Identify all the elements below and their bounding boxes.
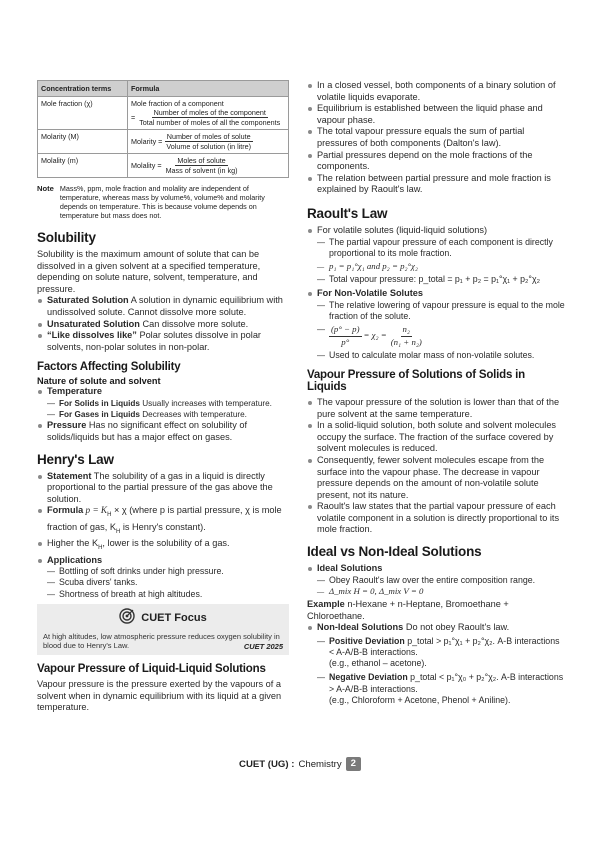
vp-solids-list (307, 397, 565, 536)
list-item: — Δ_mix H = 0, Δ_mix V = 0 (317, 586, 565, 597)
factors-list (37, 386, 289, 443)
list-item: Unsaturated Solution Can dissolve more solute. (37, 319, 289, 331)
list-item: Saturated Solution A solution in dynamic equilibrium with undissolved solute. Cannot dissolve more solute. (37, 295, 289, 318)
left-column (37, 80, 289, 714)
list-item: — The relative lowering of vapour pressure is equal to the mole fraction of the solute. (317, 300, 565, 322)
fraction (164, 132, 253, 151)
fraction (164, 156, 240, 175)
note (37, 184, 289, 220)
list-item: — p₁ = p₁°χ₁ and p₂ = p₂°χ₂ (317, 261, 565, 272)
fraction-denominator: Volume of solution (in litre) (166, 142, 252, 151)
footer-brand: CUET (UG) : (239, 758, 295, 770)
table-cell-formula (128, 154, 289, 178)
list-item: The vapour pressure of the solution is lower than that of the pure solvent at the same temperature. (307, 397, 565, 420)
list-item: For Non-Volatile Solutes — The relative lowering of vapour pressure is equal to the mole fraction of the solute. — $\frac{(p^\circ - p)}{p^\circ}$ = χ₂ = $\frac{\text{n₂}}{\text{(n₁ + n₂)}}$ — Used to calculate molar mass of non-volatile solutes. (307, 288, 565, 361)
list-item: The total vapour pressure equals the sum of partial pressures of both components (Dalton's law). (307, 126, 565, 149)
heading-factors: Factors Affecting Solubility (37, 361, 181, 374)
nonideal-list (307, 622, 565, 706)
list-item: — The partial vapour pressure of each component is directly proportional to its mole fraction. (317, 237, 565, 259)
list-item: Higher the $K_H$, lower is the solubility of a gas. (37, 538, 289, 554)
heading-vapour-ll: Vapour Pressure of Liquid-Liquid Solutions (37, 662, 266, 675)
raoult-list (307, 225, 565, 361)
list-item: — Positive Deviation p_total > p₁°χ₁ + p₂°χ₂. A-B interactions < A-A/B-B interactions. (e.g., ethanol – acetone). (317, 636, 565, 670)
list-item: Ideal Solutions — Obey Raoult's law over the entire composition range. — Δ_mix H = 0, Δ_mix V = 0 (307, 563, 565, 597)
list-item: For volatile solutes (liquid-liquid solutions) — The partial vapour pressure of each component is directly proportional to its mole fraction. — p₁ = p₁°χ₁ and p₂ = p₂°χ₂ — Total vapour pressure: p_total = p₁ + p₂ = p₁°χ₁ + p₂°χ₂ (307, 225, 565, 285)
subheading-nature: Nature of solute and solvent (37, 376, 161, 387)
table-header-terms: Concentration terms (38, 81, 128, 97)
footer-subject: Chemistry (298, 758, 342, 770)
page-number: 2 (346, 757, 361, 771)
list-item: Temperature — For Solids in Liquids Usually increases with temperature. — For Gases in Liquids Decreases with temperature. (37, 386, 289, 420)
list-item: Applications — Bottling of soft drinks under high pressure. — Scuba divers' tanks. — Shortness of breath at high altitudes. (37, 555, 289, 600)
henry-list (37, 471, 289, 600)
right-column (307, 80, 565, 706)
list-item: — Bottling of soft drinks under high pressure. (47, 566, 289, 577)
list-item: — Shortness of breath at high altitudes. (47, 589, 289, 600)
table-cell-formula (128, 97, 289, 130)
nonvolatile-sublist (317, 300, 565, 361)
formula-prefix: = (131, 113, 136, 122)
fraction-numerator: Moles of solute (177, 156, 226, 165)
list-item (317, 324, 565, 347)
ideal-sublist (317, 575, 565, 597)
fraction (137, 108, 282, 127)
cuet-focus-title: CUET Focus (141, 612, 207, 625)
note-text: Mass%, ppm, mole fraction and molality are independent of temperature, whereas mass by volume%, volume% and molarity depends on temperature. This is because volume depends on temperature but mass does not. (59, 184, 265, 220)
target-icon (119, 608, 135, 629)
list-item: — For Gases in Liquids Decreases with temperature. (47, 409, 289, 420)
table-row (38, 130, 289, 154)
temperature-sublist (47, 398, 289, 420)
list-item: In a solid-liquid solution, both solute and solvent molecules occupy the surface. The fraction of the surface covered by solvent molecules is reduced. (307, 420, 565, 455)
cuet-focus-box (37, 604, 289, 655)
table-cell-term: Molality (m) (38, 154, 128, 178)
list-item: Non-Ideal Solutions Do not obey Raoult's law. — Positive Deviation p_total > p₁°χ₁ + p₂°χ₂. A-B interactions < A-A/B-B interactions. (e.g., ethanol – acetone). — Negative Deviation p_total < p₁°χ₀ + p₂°χ₂. A-B interactions > A-A/B-B interactions. (e.g., Chloroform + Acetone, Phenol + Aniline). (307, 622, 565, 706)
example-line: Example n-Hexane + n-Heptane, Bromoethane + Chloroethane. (307, 599, 509, 621)
list-item: Statement The solubility of a gas in a liquid is directly proportional to the partial pressure of the gas above the solution. (37, 471, 289, 506)
vapour-ll-text: Vapour pressure is the pressure exerted by the vapours of a solvent when in dynamic equilibrium with its liquid at a given temperature. (37, 678, 282, 713)
fraction-denominator: Mass of solvent (in kg) (165, 166, 238, 175)
relative-lowering-equation: — $\frac{(p^\circ - p)}{p^\circ}$ = χ₂ = $\frac{\text{n₂}}{\text{(n₁ + n₂)}}$ (331, 324, 422, 347)
table-row (38, 154, 289, 178)
list-item: — Negative Deviation p_total < p₁°χ₀ + p₂°χ₂. A-B interactions > A-A/B-B interactions. (e.g., Chloroform + Acetone, Phenol + Aniline). (317, 672, 565, 706)
note-label: Note (37, 184, 54, 193)
list-item: Partial pressures depend on the mole fractions of the components. (307, 150, 565, 173)
list-item: Equilibrium is established between the liquid phase and vapour phase. (307, 103, 565, 126)
list-item: — Scuba divers' tanks. (47, 577, 289, 588)
page-footer (0, 757, 600, 771)
fraction-denominator: Total number of moles of all the components (139, 118, 281, 127)
table-cell-term: Molarity (M) (38, 130, 128, 154)
list-item: — Total vapour pressure: p_total = p₁ + p₂ = p₁°χ₁ + p₂°χ₂ (317, 274, 565, 285)
heading-solubility: Solubility (37, 230, 96, 245)
table-header-formula: Formula (128, 81, 289, 97)
list-item: “Like dissolves like” Polar solutes dissolve in polar solvents, non-polar solutes in non-polar. (37, 330, 289, 353)
heading-raoult: Raoult's Law (307, 205, 388, 221)
list-item: Consequently, fewer solvent molecules escape from the surface into the vapour phase. The decrease in vapour pressure depends on the amount of non-volatile solute present, not its nature. (307, 455, 565, 501)
heading-ideal: Ideal vs Non-Ideal Solutions (307, 544, 482, 560)
applications-sublist (47, 566, 289, 600)
solubility-intro: Solubility is the maximum amount of solute that can be dissolved in a given solvent at a specified temperature, depending on solute nature, solvent, temperature, and pressure. (37, 249, 261, 294)
list-item: — Used to calculate molar mass of non-volatile solutes. (317, 350, 565, 361)
list-item: Formula $p = K_H \times \chi$ (where p is partial pressure, χ is mole fraction of gas, $K_H$ is Henry's constant). (37, 505, 289, 538)
table-row (38, 97, 289, 130)
ideal-list (307, 563, 565, 597)
list-item: Pressure Has no significant effect on solubility of solids/liquids but has a major effect on gases. (37, 420, 289, 443)
solubility-list (37, 295, 289, 353)
table-cell-term: Mole fraction (χ) (38, 97, 128, 130)
list-item: Raoult's law states that the partial vapour pressure of each volatile component in a solution is directly proportional to its mole fraction. (307, 501, 565, 536)
formula-prefix: Molality = (131, 161, 162, 170)
heading-henry: Henry's Law (37, 451, 114, 467)
right-intro-list (307, 80, 565, 196)
deviation-sublist (317, 636, 565, 706)
fraction-numerator: Number of moles of the component (153, 108, 266, 117)
volatile-sublist (317, 237, 565, 286)
concentration-table (37, 80, 289, 178)
list-item: — For Solids in Liquids Usually increases with temperature. (47, 398, 289, 409)
formula-prefix: Molarity = (131, 137, 163, 146)
cuet-focus-text: At high altitudes, low atmospheric pressure reduces oxygen solubility in blood due to Henry's Law. (43, 631, 280, 651)
list-item: In a closed vessel, both components of a binary solution of volatile liquids evaporate. (307, 80, 565, 103)
fraction-numerator: Number of moles of solute (166, 132, 251, 141)
cuet-focus-tag: CUET 2025 (243, 641, 283, 651)
list-item: — Obey Raoult's law over the entire composition range. (317, 575, 565, 586)
table-cell-formula (128, 130, 289, 154)
list-item: The relation between partial pressure and mole fraction is explained by Raoult's law. (307, 173, 565, 196)
formula-lead: Mole fraction of a component (131, 99, 224, 108)
heading-vp-solids: Vapour Pressure of Solutions of Solids in Liquids (307, 368, 525, 393)
